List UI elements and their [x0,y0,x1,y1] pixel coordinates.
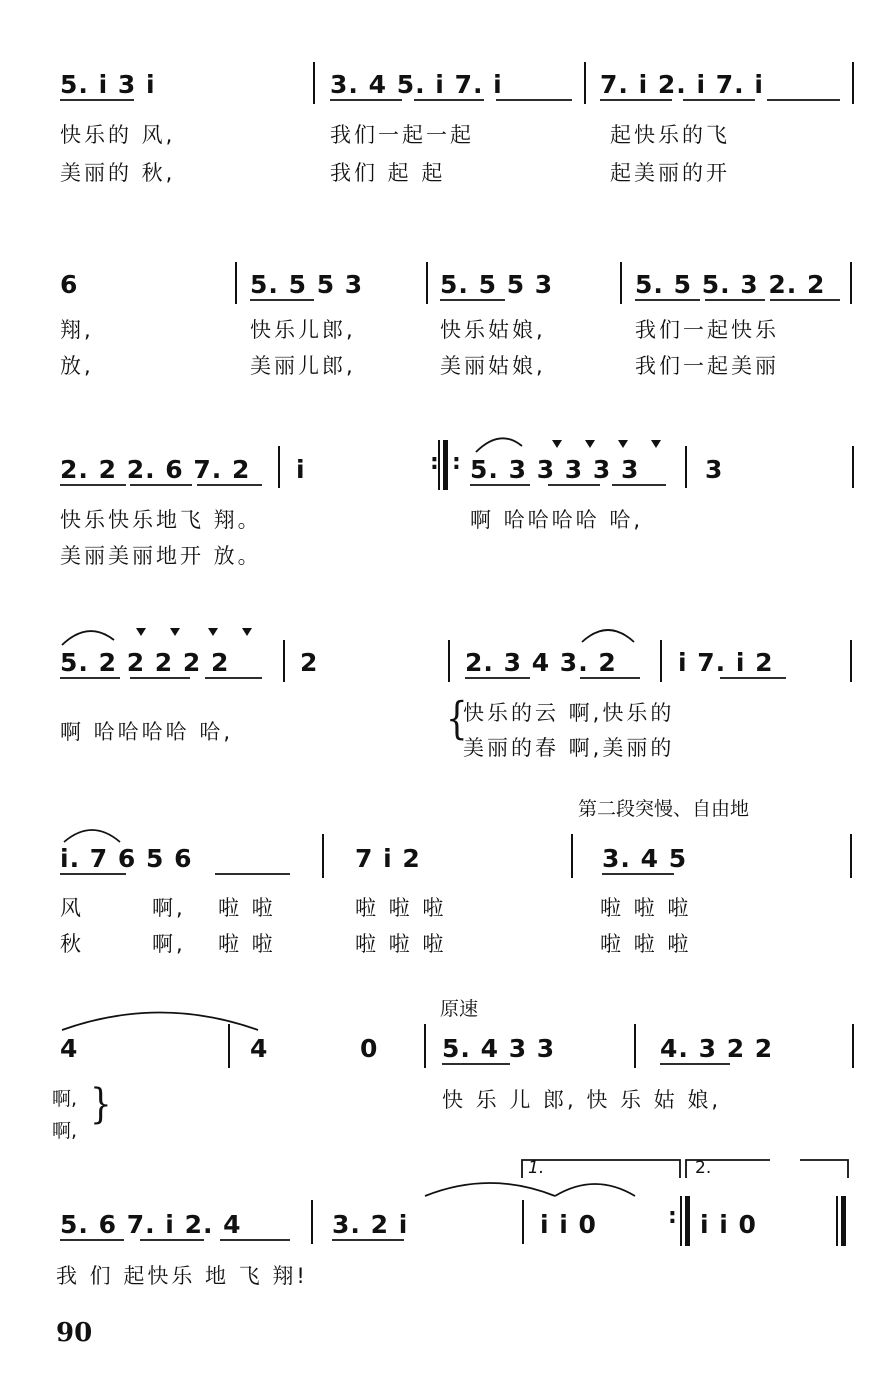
tempo-annotation: 第二段突慢、自由地 [578,798,750,820]
row1-lyric2-b: 我们 起 起 [330,161,446,185]
row5-lyric2-a: 秋 [60,932,84,956]
row2-lyric2-c: 美丽姑娘, [440,354,546,378]
row4-lyric1-b: 快乐的云 啊,快乐的 [463,701,675,725]
row5-measure1-notes: i. 7 6 5 6 [60,844,193,873]
repeat-dots: : [430,450,440,475]
barline [852,62,854,104]
row2-measure1-notes: 6 [60,270,79,299]
row7-measure1-notes: 5. 6 7. i 2. 4 [60,1210,242,1239]
barline [228,1024,230,1068]
row1-measure1-notes: 5. i 3 i [60,70,156,99]
barline [634,1024,636,1068]
row4-measure2-notes: 2 [300,648,319,677]
row2-lyric1-a: 翔, [60,318,94,342]
barline [584,62,586,104]
row1-measure2-notes: 3. 4 5. i 7. i [330,70,503,99]
row4-lyric2-b: 美丽的春 啊,美丽的 [463,736,675,760]
barline [620,262,622,304]
barline [850,262,852,304]
repeat-end-thick [685,1196,690,1246]
row3-measure3-notes: 5. 3 3 3 3 3 [470,455,640,484]
row4-lyric1-a: 啊 哈哈哈哈 哈, [60,720,234,744]
barline [278,446,280,488]
row2-lyric1-d: 我们一起快乐 [635,318,779,342]
repeat-dots: : [452,450,462,475]
row2-lyric2-d: 我们一起美丽 [635,354,779,378]
row4-measure1-notes: 5. 2 2 2 2 2 [60,648,230,677]
row5-lyric1-d: 啦 啦 啦 [355,896,447,920]
row2-lyric1-c: 快乐姑娘, [440,318,546,342]
rest: 0 [360,1034,379,1063]
repeat-end-dots: : [668,1204,678,1229]
row7-volta1-notes: i i 0 [540,1210,597,1239]
final-barline-thick [841,1196,846,1246]
row5-lyric1-c: 啦 啦 [218,896,276,920]
row5-lyric2-b: 啊, [152,932,186,956]
row2-measure4-notes: 5. 5 5. 3 2. 2 [635,270,826,299]
barline [852,446,854,488]
barline [850,640,852,682]
row3-lyric1-b: 啊 哈哈哈哈 哈, [470,508,644,532]
row1-lyric2-c: 起美丽的开 [610,161,730,185]
barline [426,262,428,304]
row6-measure4-notes: 4. 3 2 2 [660,1034,774,1063]
barline [235,262,237,304]
row4-measure4-notes: i 7. i 2 [678,648,774,677]
row7-measure2-notes: 3. 2 i [332,1210,409,1239]
lyric-brace: } [90,1081,112,1129]
repeat-end-thin [680,1196,682,1246]
barline [424,1024,426,1068]
final-barline-thin [836,1196,838,1246]
row7-lyric1: 我 们 起快乐 地 飞 翔! [56,1264,308,1288]
row2-measure2-notes: 5. 5 5 3 [250,270,364,299]
row5-lyric2-e: 啦 啦 啦 [600,932,692,956]
row6-measure1-notes: 4 [60,1034,79,1063]
repeat-start-thick [443,440,448,490]
row5-lyric1-b: 啊, [152,896,186,920]
page-number: 90 [56,1318,93,1348]
row3-lyric1-a: 快乐快乐地飞 翔。 [60,508,262,532]
barline [311,1200,313,1244]
row6-measure3-notes: 5. 4 3 3 [442,1034,556,1063]
barline [660,640,662,682]
row1-lyric1-b: 我们一起一起 [330,123,474,147]
row2-lyric2-a: 放, [60,354,94,378]
row4-measure3-notes: 2. 3 4 3. 2 [465,648,617,677]
row1-measure3-notes: 7. i 2. i 7. i [600,70,764,99]
row6-lyric2-a: 啊, [52,1120,78,1142]
barline [685,446,687,488]
barline [322,834,324,878]
row6-lyric1-a: 啊, [52,1088,78,1110]
barline [522,1200,524,1244]
tempo-annotation: 原速 [440,998,479,1020]
row5-lyric2-d: 啦 啦 啦 [355,932,447,956]
barline [850,834,852,878]
row7-volta2-notes: i i 0 [700,1210,757,1239]
row2-lyric2-b: 美丽儿郎, [250,354,356,378]
row5-measure3-notes: 3. 4 5 [602,844,688,873]
row6-lyric1-b: 快 乐 儿 郎, 快 乐 姑 娘, [442,1088,722,1112]
row3-measure2-notes: i [296,455,306,484]
lyric-brace: { [446,693,468,745]
row3-measure4-notes: 3 [705,455,724,484]
volta-2-label: 2. [695,1158,712,1178]
row2-lyric1-b: 快乐儿郎, [250,318,356,342]
row1-lyric1-a: 快乐的 风, [60,123,176,147]
row1-lyric2-a: 美丽的 秋, [60,161,176,185]
row3-lyric2-a: 美丽美丽地开 放。 [60,544,262,568]
row2-measure3-notes: 5. 5 5 3 [440,270,554,299]
volta-1-label: 1. [528,1158,545,1178]
row3-measure1-notes: 2. 2 2. 6 7. 2 [60,455,251,484]
barline [283,640,285,682]
barline [448,640,450,682]
row5-lyric2-c: 啦 啦 [218,932,276,956]
row5-lyric1-e: 啦 啦 啦 [600,896,692,920]
barline [313,62,315,104]
row5-lyric1-a: 风 [60,896,84,920]
row1-lyric1-c: 起快乐的飞 [610,123,730,147]
row6-measure2-notes: 4 [250,1034,269,1063]
barline [852,1024,854,1068]
row5-measure2-notes: 7 i 2 [355,844,421,873]
barline [571,834,573,878]
